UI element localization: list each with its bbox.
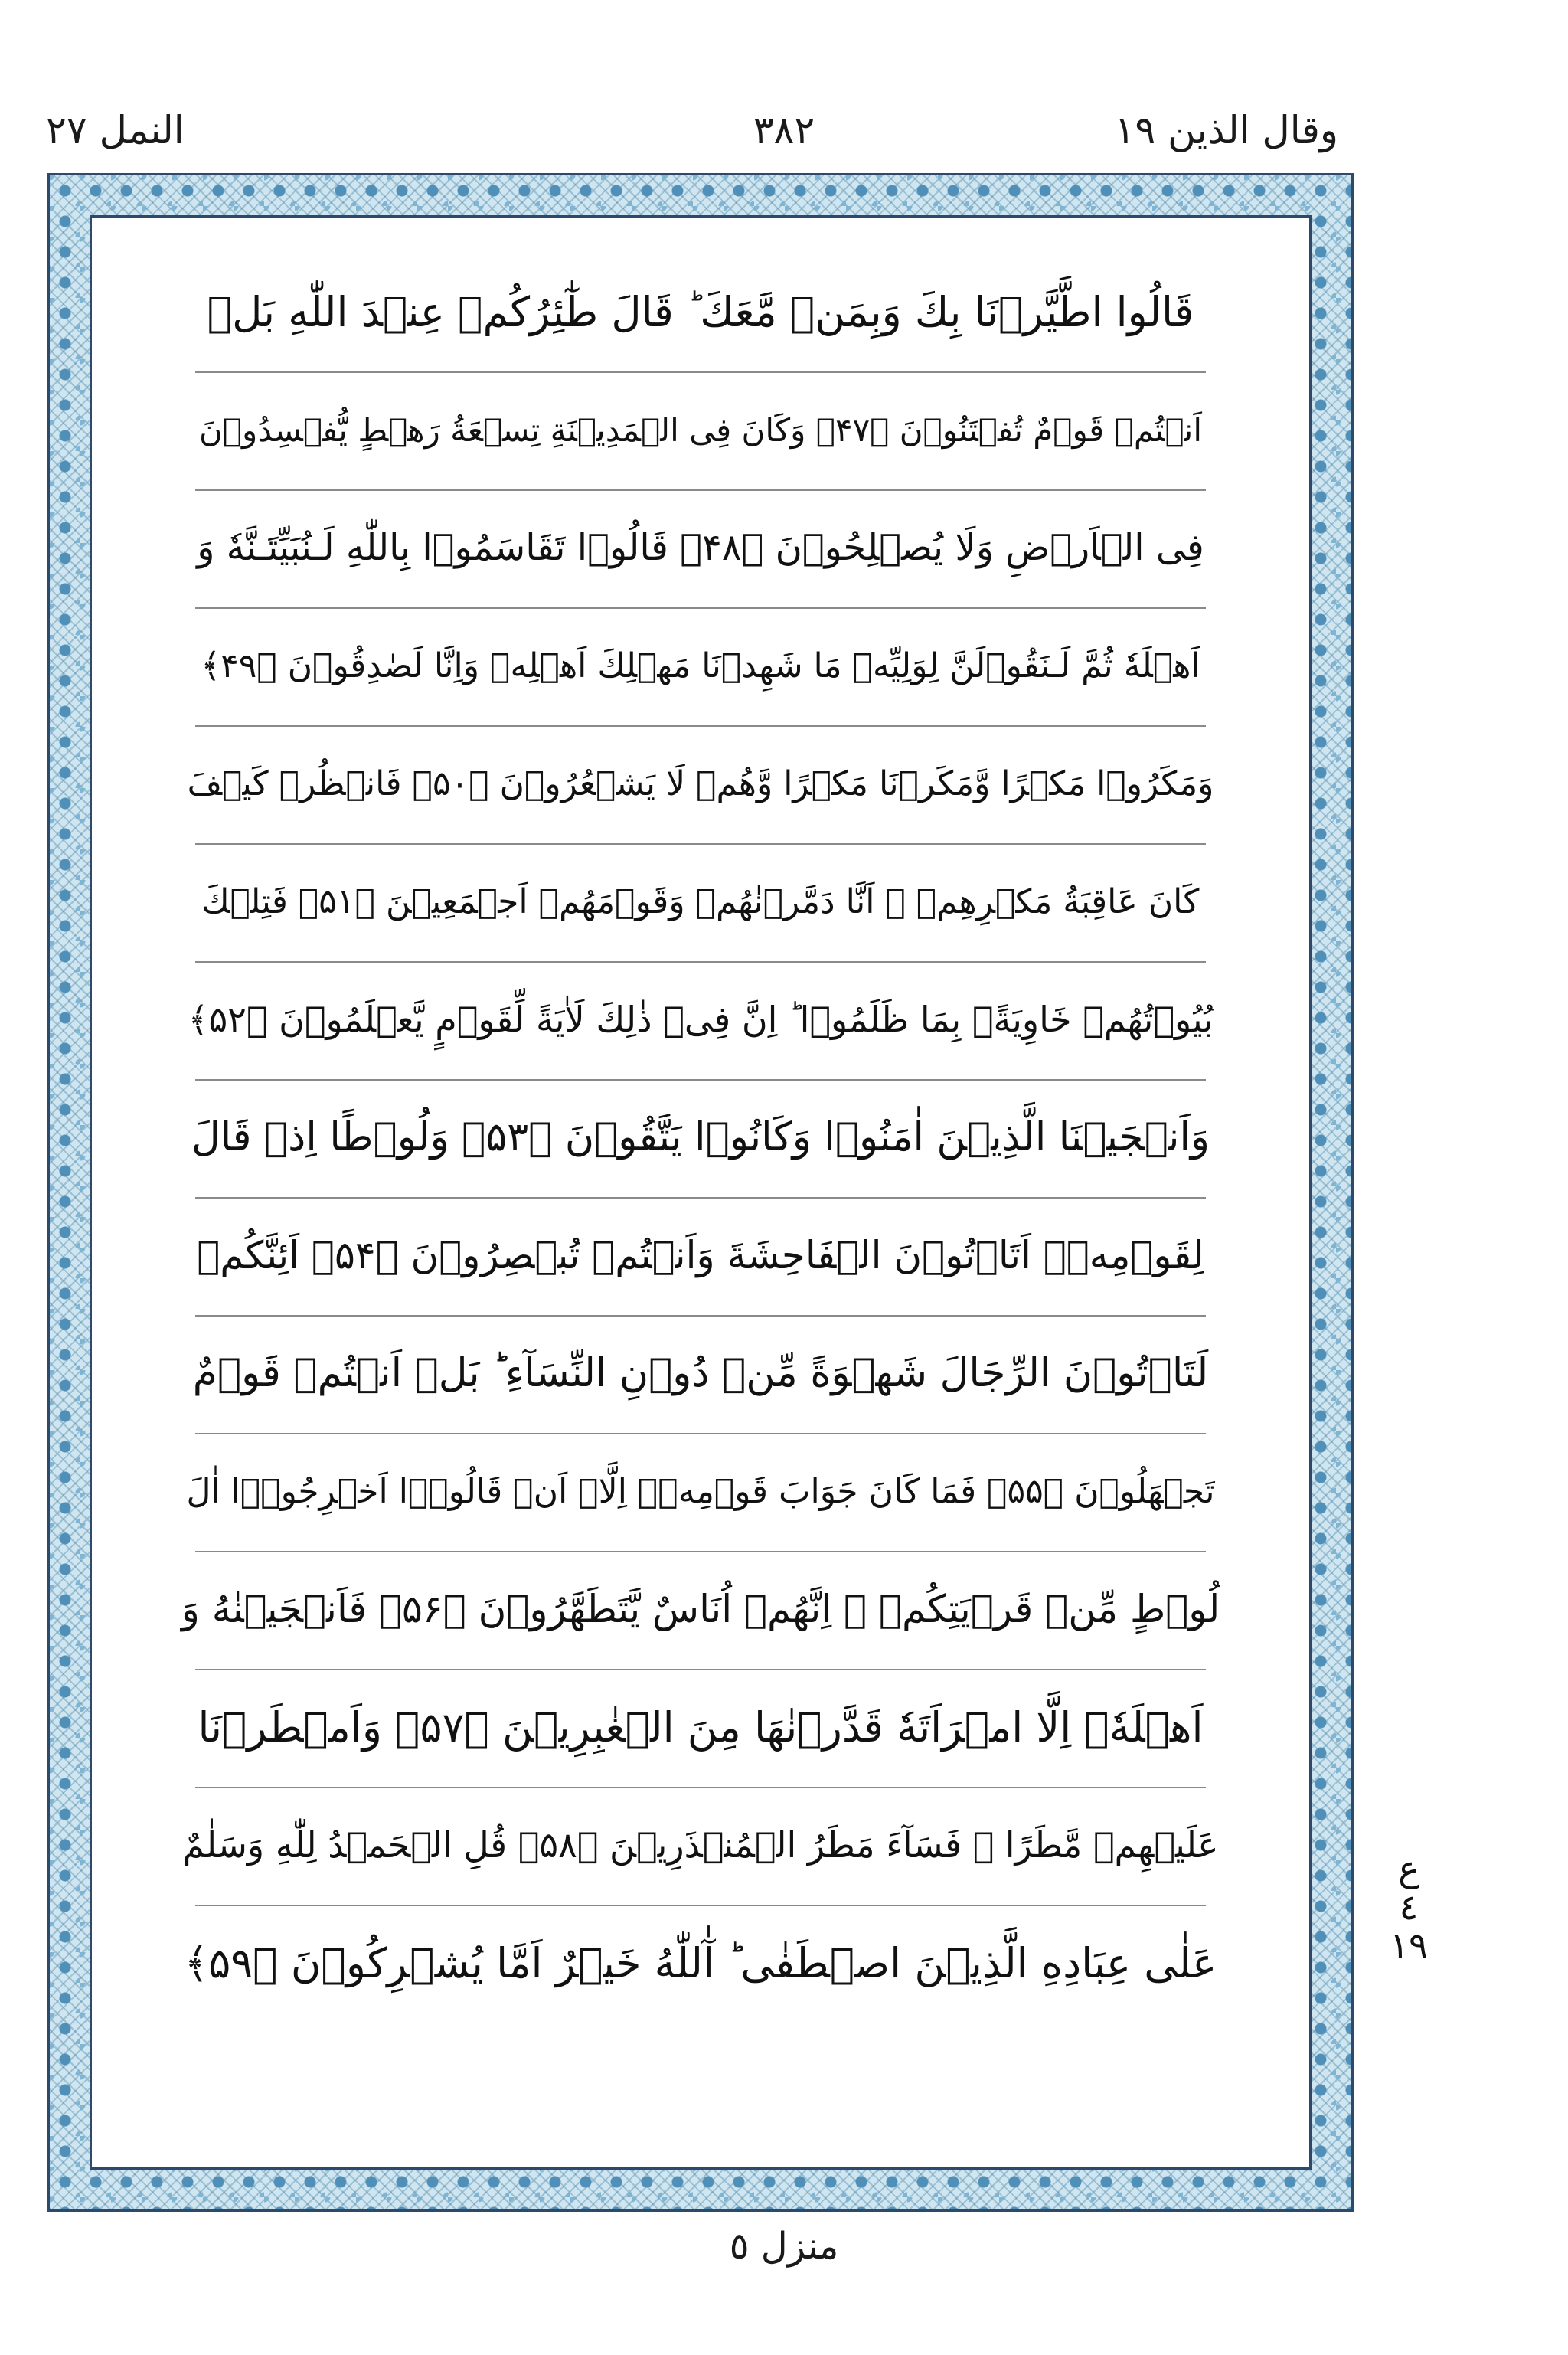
verse-line-14: عَلَيۡهِمۡ مَّطَرًا ۚ فَسَآءَ مَطَرُ الۡمُنۡذَرِيۡنَ ﴿۵۸﴾ قُلِ الۡحَمۡدُ لِلّٰهِ وَسَلٰمٌ xyxy=(182,1824,1219,1866)
ruku-marker-middle: ٤ xyxy=(1399,1886,1419,1928)
verse-line-7: بُيُوۡتُهُمۡ خَاوِيَةًۢ بِمَا ظَلَمُوۡا ؕ اِنَّ فِىۡ ذٰلِكَ لَاٰيَةً لِّقَوۡمٍ يَّعۡلَمُوۡنَ ﴿۵۲﴾ xyxy=(188,999,1214,1040)
ruku-marker-top: ع xyxy=(1398,1848,1419,1889)
verse-line-6: كَانَ عَاقِبَةُ مَكۡرِهِمۡ ۙ اَنَّا دَمَّرۡنٰهُمۡ وَقَوۡمَهُمۡ اَجۡمَعِيۡنَ ﴿۵۱﴾ فَتِلۡكَ xyxy=(201,881,1200,921)
line-separator xyxy=(195,1433,1206,1434)
verse-line-4: اَهۡلَهٗ ثُمَّ لَـنَقُوۡلَنَّ لِوَلِيِّهٖ مَا شَهِدۡنَا مَهۡلِكَ اَهۡلِهٖ وَاِنَّا لَصٰدِقُوۡنَ ﴿۴۹﴾ xyxy=(201,646,1200,685)
line-separator xyxy=(195,1669,1206,1670)
line-separator xyxy=(195,607,1206,609)
verse-line-1: قَالُوا اطَّيَّرۡنَا بِكَ وَبِمَنۡ مَّعَكَ ؕ قَالَ طٰٓئِرُكُمۡ عِنۡدَ اللّٰهِ بَلۡ xyxy=(207,287,1194,336)
line-separator xyxy=(195,489,1206,491)
surah-title: النمل ٢٧ xyxy=(46,108,185,152)
verse-line-10: لَتَاۡتُوۡنَ الرِّجَالَ شَهۡوَةً مِّنۡ دُوۡنِ النِّسَآءِ ؕ بَلۡ اَنۡتُمۡ قَوۡمٌ xyxy=(192,1350,1209,1396)
line-separator xyxy=(195,725,1206,727)
ruku-marker xyxy=(1370,1850,1447,1964)
verse-line-3: فِى الۡاَرۡضِ وَلَا يُصۡلِحُوۡنَ ﴿۴۸﴾ قَالُوۡا تَقَاسَمُوۡا بِاللّٰهِ لَـنُبَيِّتَـنَّهٗ وَ xyxy=(197,526,1204,569)
text-panel xyxy=(96,221,1305,2164)
line-separator xyxy=(195,843,1206,845)
manzil-footer: منزل ٥ xyxy=(729,2225,839,2268)
verse-line-8: وَاَنۡجَيۡنَا الَّذِيۡنَ اٰمَنُوۡا وَكَانُوۡا يَتَّقُوۡنَ ﴿۵۳﴾ وَلُوۡطًا اِذۡ قَالَ xyxy=(191,1114,1210,1160)
verse-line-9: لِقَوۡمِهٖۤ اَتَاۡتُوۡنَ الۡفَاحِشَةَ وَاَنۡتُمۡ تُبۡصِرُوۡنَ ﴿۵۴﴾ اَئِنَّكُمۡ xyxy=(197,1233,1204,1277)
line-separator xyxy=(195,961,1206,963)
ornamental-border xyxy=(47,173,1354,2212)
line-separator xyxy=(195,1315,1206,1317)
juz-title: وقال الذين ١٩ xyxy=(1114,108,1338,152)
verse-line-12: لُوۡطٍ مِّنۡ قَرۡيَتِكُمۡ ۚ اِنَّهُمۡ اُنَاسٌ يَّتَطَهَّرُوۡنَ ﴿۵۶﴾ فَاَنۡجَيۡنٰهُ وَ xyxy=(181,1587,1220,1631)
page-number: ٣٨٢ xyxy=(753,108,815,152)
verse-line-2: اَنۡتُمۡ قَوۡمٌ تُفۡتَنُوۡنَ ﴿۴۷﴾ وَكَانَ فِى الۡمَدِيۡنَةِ تِسۡعَةُ رَهۡطٍ يُّفۡسِدُوۡنَ xyxy=(198,410,1203,449)
line-separator xyxy=(195,1787,1206,1788)
ruku-marker-bottom: ١٩ xyxy=(1390,1925,1428,1966)
verse-line-15: عَلٰى عِبَادِهِ الَّذِيۡنَ اصۡطَفٰى ؕ آٰللّٰهُ خَيۡرٌ اَمَّا يُشۡرِكُوۡنَ ﴿۵۹﴾ xyxy=(184,1938,1217,1987)
line-separator xyxy=(195,1079,1206,1081)
line-separator xyxy=(195,1905,1206,1906)
line-separator xyxy=(195,1551,1206,1552)
verse-line-13: اَهۡلَهٗۤ اِلَّا امۡرَاَتَهٗ قَدَّرۡنٰهَا مِنَ الۡغٰبِرِيۡنَ ﴿۵۷﴾ وَاَمۡطَرۡنَا xyxy=(198,1702,1204,1752)
verse-line-11: تَجۡهَلُوۡنَ ﴿۵۵﴾ فَمَا كَانَ جَوَابَ قَوۡمِهٖۤ اِلَّاۤ اَنۡ قَالُوۡۤا اَخۡرِجُوۡۤا اٰلَ xyxy=(186,1471,1215,1511)
line-separator xyxy=(195,1197,1206,1199)
verse-line-5: وَمَكَرُوۡا مَكۡرًا وَّمَكَرۡنَا مَكۡرًا وَّهُمۡ لَا يَشۡعُرُوۡنَ ﴿۵۰﴾ فَانۡظُرۡ كَيۡفَ xyxy=(187,764,1214,803)
line-separator xyxy=(195,371,1206,373)
